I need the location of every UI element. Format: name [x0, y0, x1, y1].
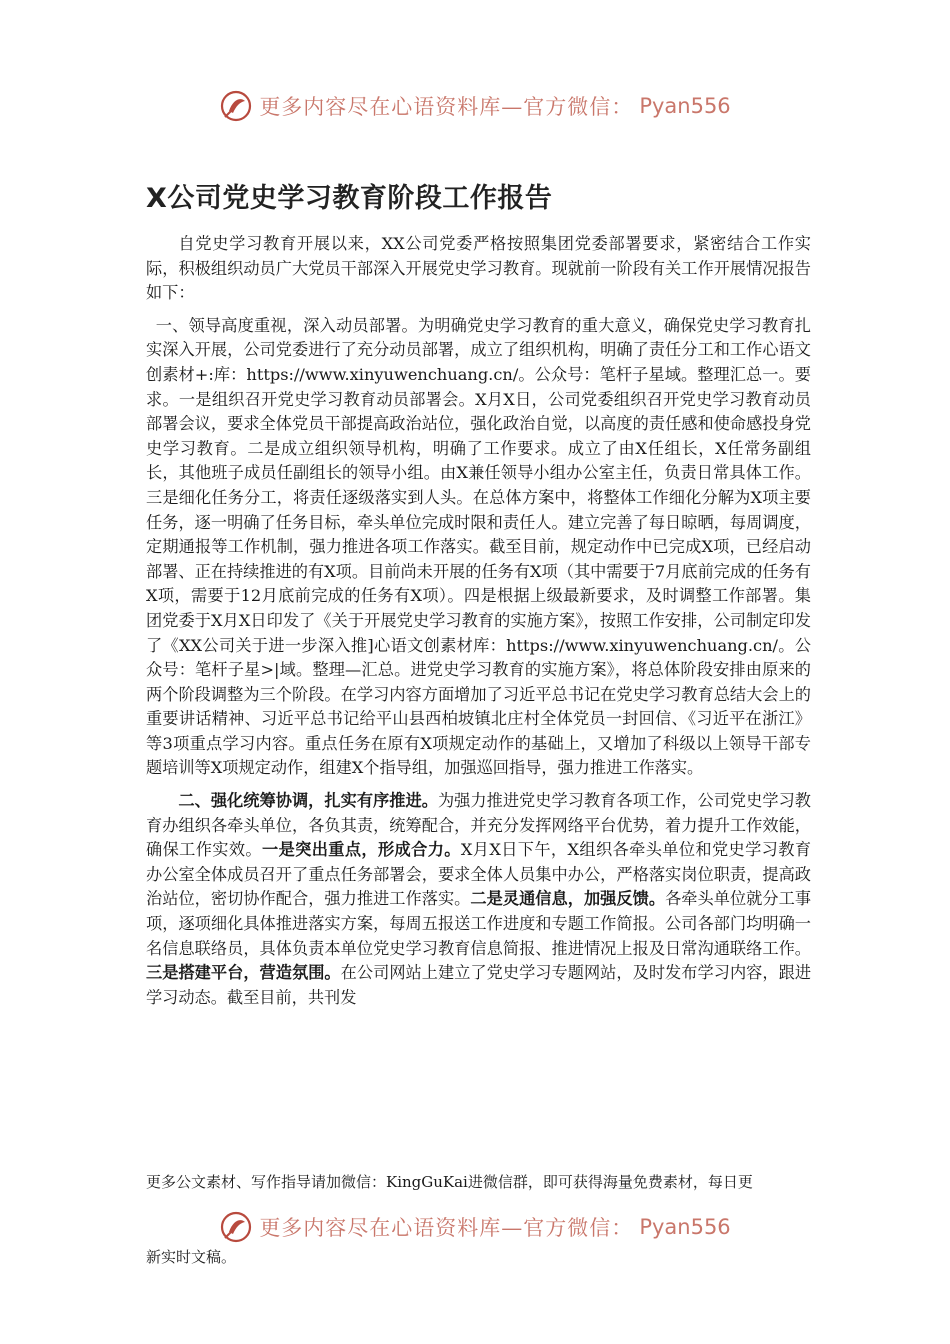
section-2-text-1: 为强力推进党史学习教育各项工作，公司党史学习教育办组织各牵头单位，各负其责，统筹配合，并充分发挥网络平台优势，着力提升工作效能，确保工作实效。	[146, 791, 811, 860]
watermark-wechat-id: Pyan556	[639, 1215, 731, 1239]
section-2-heading: 二、强化统筹协调，扎实有序推进。	[178, 791, 438, 811]
section-2-text-4: 在公司网站上建立了党史学习专题网站，及时发布学习内容，跟进学习动态。截至目前，共刊发	[146, 963, 812, 1007]
section-1-paragraph: 一、领导高度重视，深入动员部署。为明确党史学习教育的重大意义，确保党史学习教育扎实深入开展，公司党委进行了充分动员部署，成立了组织机构，明确了责任分工和工作心语文创素材+:库：https://www.xinyuwenchuang.cn/。公众号：笔杆子星域。整理汇总一。要求。一是组织召开党史学习教育动员部署会。X月X日，公司党委组织召开党史学习教育动员部署会议，要求全体党员干部提高政治站位，强化政治自觉，以高度的责任感和使命感投身党史学习教育。二是成立组织领导机构，明确了工作要求。成立了由X任组长，X任常务副组长，其他班子成员任副组长的领导小组。由X兼任领导小组办公室主任，负责日常具体工作。三是细化任务分工，将责任逐级落实到人头。在总体方案中，将整体工作细化分解为X项主要任务，逐一明确了任务目标，牵头单位完成时限和责任人。建立完善了每日晾晒，每周调度，定期通报等工作机制，强力推进各项工作落实。截至目前，规定动作中已完成X项，已经启动部署、正在持续推进的有X项。目前尚未开展的任务有X项（其中需要于7月底前完成的任务有X项，需要于12月底前完成的任务有X项）。四是根据上级最新要求，及时调整工作部署。集团党委于X月X日印发了《关于开展党史学习教育的实施方案》，按照工作安排，公司制定印发了《XX公司关于进一步深入推]心语文创素材库：https://www.xinyuwenchuang.cn/。公众号：笔杆子星>|域。整理—汇总。进党史学习教育的实施方案》，将总体阶段安排由原来的两个阶段调整为三个阶段。在学习内容方面增加了习近平总书记在党史学习教育总结大会上的重要讲话精神、习近平总书记给平山县西柏坡镇北庄村全体党员一封回信、《习近平在浙江》等3项重点学习内容。重点任务在原有X项规定动作的基础上，又增加了科级以上领导干部专题培训等X项规定动作，组建X个指导组，加强巡回指导，强力推进工作落实。	[146, 315, 811, 778]
section-2-paragraph	[146, 789, 811, 1010]
section-2-text-3: 各牵头单位就分工事项，逐项细化具体推进落实方案，每周五报送工作进度和专题工作简报。公司各部门均明确一名信息联络员，具体负责本单位党史学习教育信息简报、推进情况上报及日常沟通联络工作。	[146, 889, 812, 958]
watermark-text: 更多内容尽在心语资料库—官方微信：	[259, 95, 634, 119]
section-2-text-2: X月X日下午，X组织各牵头单位和党史学习教育办公室全体成员召开了重点任务部署会，要求全体人员集中办公，严格落实岗位职责，提高政治站位，密切协作配合，强力推进工作落实。	[146, 840, 812, 909]
section-2-point-1-heading: 一是突出重点，形成合力。	[262, 840, 461, 860]
footer-promo-line-2: 新实时文稿。	[146, 1248, 237, 1266]
logo-icon	[219, 89, 253, 123]
section-2-point-3-heading: 三是搭建平台，营造氛围。	[146, 963, 341, 983]
footer-promo-line-1: 更多公文素材、写作指导请加微信：KingGuKai进微信群，即可获得海量免费素材，每日更	[146, 1173, 753, 1191]
logo-icon	[219, 1210, 253, 1244]
document-body	[146, 232, 811, 1010]
top-watermark-banner	[0, 86, 950, 126]
watermark-wechat-id: Pyan556	[639, 94, 731, 118]
intro-paragraph: 自党史学习教育开展以来，XX公司党委严格按照集团党委部署要求，紧密结合工作实际，积极组织动员广大党员干部深入开展党史学习教育。现就前一阶段有关工作开展情况报告如下：	[146, 234, 811, 303]
section-2-point-2-heading: 二是灵通信息，加强反馈。	[470, 889, 666, 909]
document-title: X公司党史学习教育阶段工作报告	[146, 183, 553, 214]
watermark-text: 更多内容尽在心语资料库—官方微信：	[259, 1216, 634, 1240]
bottom-watermark-banner	[0, 1207, 950, 1247]
